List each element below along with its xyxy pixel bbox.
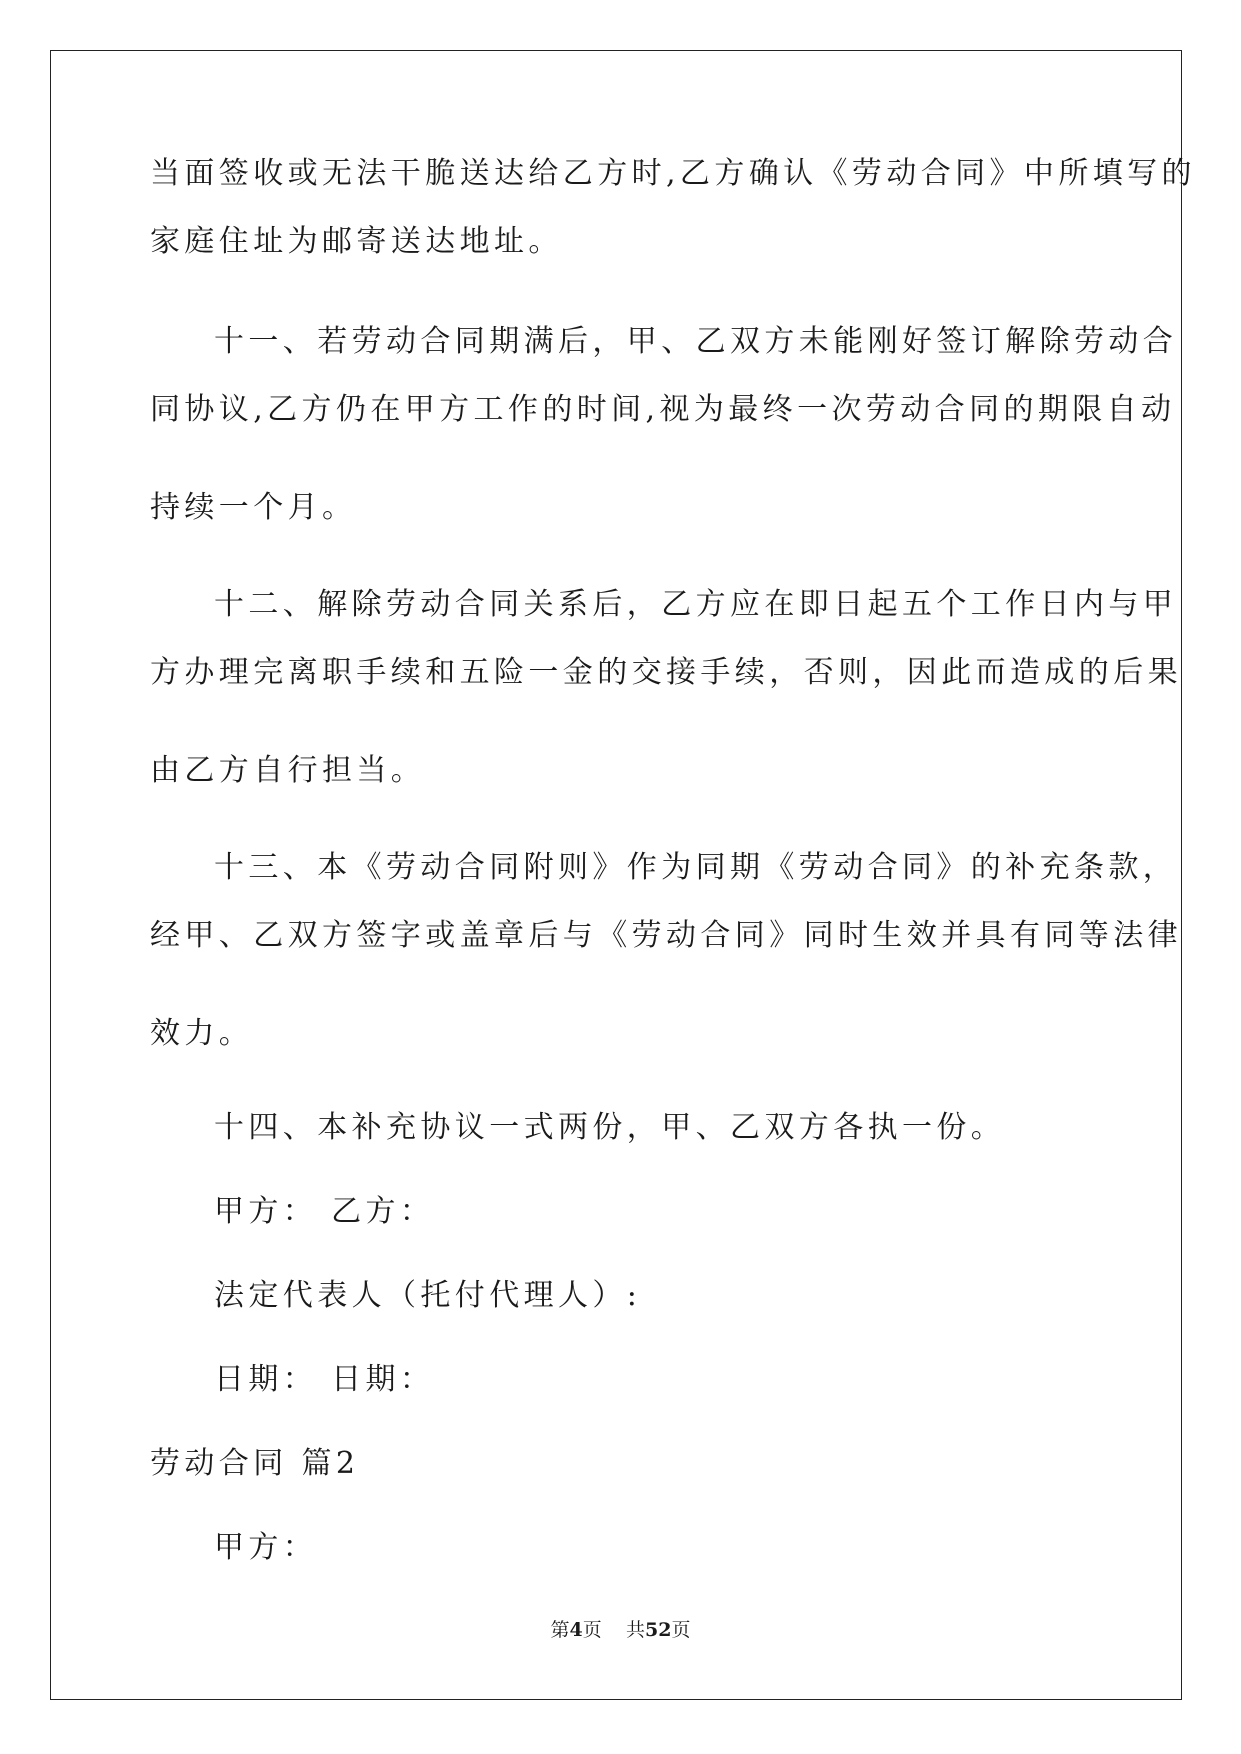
clause-12-line-1: 十二、解除劳动合同关系后，乙方应在即日起五个工作日内与甲 [214, 587, 1178, 622]
legal-representative: 法定代表人（托付代理人）: [214, 1278, 642, 1313]
signature-parties: 甲方： 乙方： [214, 1194, 435, 1229]
total-suffix: 页 [671, 1619, 691, 1641]
clause-11-line-2: 同协议,乙方仍在甲方工作的时间,视为最终一次劳动合同的期限自动 [150, 392, 1176, 427]
clause-12-line-2: 方办理完离职手续和五险一金的交接手续，否则，因此而造成的后果 [150, 655, 1182, 690]
page-prefix: 第 [550, 1619, 570, 1641]
party-a-label: 甲方： [214, 1530, 318, 1565]
page-footer [0, 1618, 1241, 1642]
body-line-1: 当面签收或无法干脆送达给乙方时,乙方确认《劳动合同》中所填写的 [150, 156, 1196, 191]
signature-dates: 日期： 日期： [214, 1362, 435, 1397]
clause-11-line-1: 十一、若劳动合同期满后，甲、乙双方未能刚好签订解除劳动合 [214, 324, 1178, 359]
clause-13-line-1: 十三、本《劳动合同附则》作为同期《劳动合同》的补充条款， [214, 850, 1178, 885]
clause-14: 十四、本补充协议一式两份，甲、乙双方各执一份。 [214, 1110, 1006, 1145]
total-pages: 52 [644, 1619, 672, 1641]
body-line-2: 家庭住址为邮寄送达地址。 [150, 224, 563, 259]
clause-12-line-3: 由乙方自行担当。 [150, 753, 426, 788]
page-suffix: 页 [582, 1619, 602, 1641]
clause-11-line-3: 持续一个月。 [150, 490, 357, 525]
clause-13-line-3: 效力。 [150, 1016, 254, 1051]
clause-13-line-2: 经甲、乙双方签字或盖章后与《劳动合同》同时生效并具有同等法律 [150, 918, 1182, 953]
section-heading: 劳动合同 篇2 [150, 1446, 360, 1481]
page-number: 4 [569, 1619, 583, 1641]
total-prefix: 共 [625, 1619, 645, 1641]
